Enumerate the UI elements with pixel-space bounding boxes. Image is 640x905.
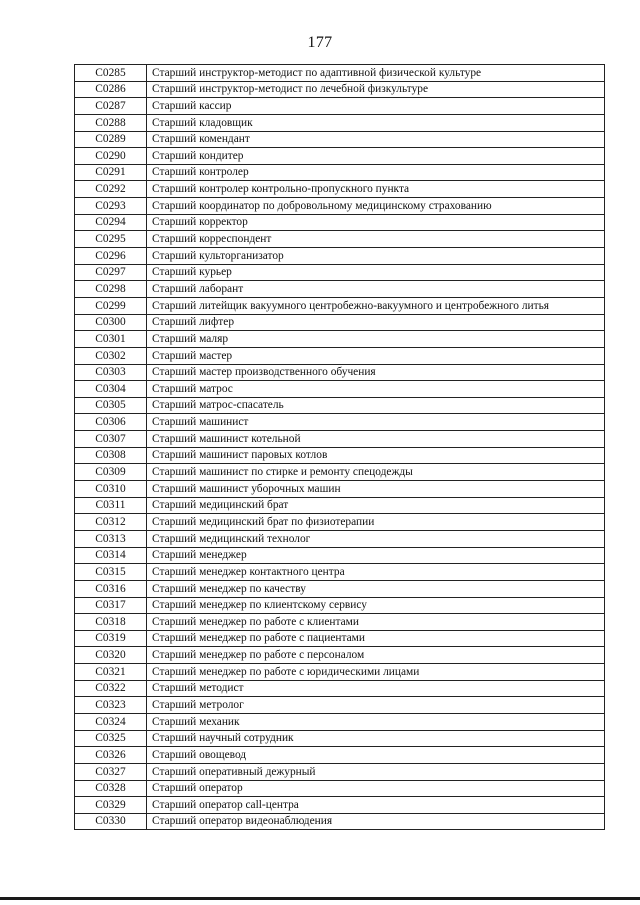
occupation-title: Старший кондитер xyxy=(147,148,605,165)
occupation-code: С0300 xyxy=(75,314,147,331)
table-row xyxy=(75,198,605,215)
occupation-title: Старший машинист уборочных машин xyxy=(147,481,605,498)
occupation-code: С0321 xyxy=(75,664,147,681)
table-row xyxy=(75,414,605,431)
occupation-code: С0294 xyxy=(75,214,147,231)
occupation-title: Старший медицинский брат по физиотерапии xyxy=(147,514,605,531)
occupation-title: Старший машинист котельной xyxy=(147,431,605,448)
occupation-code: С0291 xyxy=(75,164,147,181)
occupation-title: Старший овощевод xyxy=(147,747,605,764)
table-row xyxy=(75,98,605,115)
table-row xyxy=(75,597,605,614)
occupation-code: С0285 xyxy=(75,65,147,82)
table-body xyxy=(75,65,605,830)
occupation-code: С0325 xyxy=(75,730,147,747)
occupation-code: С0324 xyxy=(75,713,147,730)
table-row xyxy=(75,497,605,514)
table-row xyxy=(75,464,605,481)
table-row xyxy=(75,81,605,98)
occupation-title: Старший лифтер xyxy=(147,314,605,331)
table-row xyxy=(75,763,605,780)
occupation-code: С0295 xyxy=(75,231,147,248)
occupation-code: С0296 xyxy=(75,248,147,265)
table-row xyxy=(75,364,605,381)
occupation-title: Старший машинист xyxy=(147,414,605,431)
occupation-title: Старший менеджер по качеству xyxy=(147,580,605,597)
table-row xyxy=(75,281,605,298)
occupation-title: Старший оператор call-центра xyxy=(147,797,605,814)
occupation-code: С0290 xyxy=(75,148,147,165)
occupation-title: Старший менеджер по работе с пациентами xyxy=(147,630,605,647)
occupation-title: Старший литейщик вакуумного центробежно-вакуумного и центробежного литья xyxy=(147,297,605,314)
occupation-code: С0287 xyxy=(75,98,147,115)
occupation-code: С0310 xyxy=(75,481,147,498)
occupation-code: С0316 xyxy=(75,580,147,597)
occupation-code: С0318 xyxy=(75,614,147,631)
occupation-code: С0309 xyxy=(75,464,147,481)
table-row xyxy=(75,314,605,331)
occupation-code: С0315 xyxy=(75,564,147,581)
occupation-title: Старший оператор видеонаблюдения xyxy=(147,813,605,830)
occupation-title: Старший научный сотрудник xyxy=(147,730,605,747)
occupation-code: С0304 xyxy=(75,381,147,398)
table-row xyxy=(75,664,605,681)
table-row xyxy=(75,231,605,248)
table-row xyxy=(75,797,605,814)
table-row xyxy=(75,264,605,281)
occupation-title: Старший лаборант xyxy=(147,281,605,298)
occupation-code: С0327 xyxy=(75,763,147,780)
occupation-code: С0317 xyxy=(75,597,147,614)
occupation-code: С0311 xyxy=(75,497,147,514)
occupation-code: С0289 xyxy=(75,131,147,148)
occupation-title: Старший машинист паровых котлов xyxy=(147,447,605,464)
occupation-code: С0308 xyxy=(75,447,147,464)
occupation-code: С0302 xyxy=(75,347,147,364)
occupation-code: С0297 xyxy=(75,264,147,281)
occupation-code: С0298 xyxy=(75,281,147,298)
table-row xyxy=(75,697,605,714)
occupation-title: Старший механик xyxy=(147,713,605,730)
occupation-title: Старший машинист по стирке и ремонту спецодежды xyxy=(147,464,605,481)
occupation-code: С0286 xyxy=(75,81,147,98)
table-row xyxy=(75,614,605,631)
table-row xyxy=(75,547,605,564)
table-row xyxy=(75,780,605,797)
occupation-title: Старший оперативный дежурный xyxy=(147,763,605,780)
occupation-title: Старший методист xyxy=(147,680,605,697)
occupation-title: Старший матрос-спасатель xyxy=(147,397,605,414)
occupation-title: Старший медицинский брат xyxy=(147,497,605,514)
occupation-code: С0305 xyxy=(75,397,147,414)
occupation-title: Старший комендант xyxy=(147,131,605,148)
occupation-code: С0288 xyxy=(75,114,147,131)
table-row xyxy=(75,181,605,198)
table-row xyxy=(75,214,605,231)
table-row xyxy=(75,431,605,448)
occupation-title: Старший корректор xyxy=(147,214,605,231)
occupation-title: Старший медицинский технолог xyxy=(147,530,605,547)
occupation-title: Старший кассир xyxy=(147,98,605,115)
table-row xyxy=(75,713,605,730)
occupation-code: С0322 xyxy=(75,680,147,697)
occupation-code: С0326 xyxy=(75,747,147,764)
occupation-title: Старший менеджер по работе с персоналом xyxy=(147,647,605,664)
occupation-code: С0314 xyxy=(75,547,147,564)
occupation-code: С0312 xyxy=(75,514,147,531)
table-row xyxy=(75,647,605,664)
page-number: 177 xyxy=(307,34,333,51)
occupation-title: Старший контролер контрольно-пропускного пункта xyxy=(147,181,605,198)
occupation-title: Старший менеджер по клиентскому сервису xyxy=(147,597,605,614)
occupation-code: С0329 xyxy=(75,797,147,814)
table-row xyxy=(75,564,605,581)
occupation-code: С0301 xyxy=(75,331,147,348)
occupation-title: Старший инструктор-методист по адаптивной физической культуре xyxy=(147,65,605,82)
occupation-codes-table xyxy=(74,64,605,830)
occupation-title: Старший менеджер по работе с клиентами xyxy=(147,614,605,631)
occupation-title: Старший координатор по добровольному медицинскому страхованию xyxy=(147,198,605,215)
occupation-title: Старший матрос xyxy=(147,381,605,398)
table-row xyxy=(75,131,605,148)
table-row xyxy=(75,331,605,348)
table-row xyxy=(75,248,605,265)
table-row xyxy=(75,680,605,697)
table-row xyxy=(75,381,605,398)
occupation-title: Старший инструктор-методист по лечебной физкультуре xyxy=(147,81,605,98)
table-row xyxy=(75,530,605,547)
occupation-code: С0320 xyxy=(75,647,147,664)
occupation-code: С0293 xyxy=(75,198,147,215)
occupation-title: Старший курьер xyxy=(147,264,605,281)
table-row xyxy=(75,65,605,82)
table-row xyxy=(75,164,605,181)
occupation-title: Старший кладовщик xyxy=(147,114,605,131)
occupation-title: Старший мастер xyxy=(147,347,605,364)
table-row xyxy=(75,447,605,464)
occupation-title: Старший маляр xyxy=(147,331,605,348)
occupation-code: С0306 xyxy=(75,414,147,431)
occupation-code: С0307 xyxy=(75,431,147,448)
occupation-code: С0303 xyxy=(75,364,147,381)
occupation-code: С0299 xyxy=(75,297,147,314)
occupation-code: С0292 xyxy=(75,181,147,198)
occupation-code: С0328 xyxy=(75,780,147,797)
table-row xyxy=(75,397,605,414)
table-row xyxy=(75,630,605,647)
table-row xyxy=(75,481,605,498)
occupation-title: Старший менеджер по работе с юридическими лицами xyxy=(147,664,605,681)
occupation-code: С0319 xyxy=(75,630,147,647)
table-row xyxy=(75,813,605,830)
table-row xyxy=(75,347,605,364)
table-row xyxy=(75,514,605,531)
occupation-code: С0313 xyxy=(75,530,147,547)
occupation-title: Старший менеджер xyxy=(147,547,605,564)
occupation-title: Старший оператор xyxy=(147,780,605,797)
occupation-title: Старший контролер xyxy=(147,164,605,181)
occupation-code: С0330 xyxy=(75,813,147,830)
table-row xyxy=(75,114,605,131)
table-row xyxy=(75,747,605,764)
table-row xyxy=(75,580,605,597)
table-row xyxy=(75,297,605,314)
occupation-title: Старший корреспондент xyxy=(147,231,605,248)
table-row xyxy=(75,730,605,747)
occupation-title: Старший культорганизатор xyxy=(147,248,605,265)
occupation-title: Старший менеджер контактного центра xyxy=(147,564,605,581)
occupation-title: Старший метролог xyxy=(147,697,605,714)
occupation-code: С0323 xyxy=(75,697,147,714)
occupation-title: Старший мастер производственного обучения xyxy=(147,364,605,381)
scan-edge-divider xyxy=(0,897,640,900)
table-row xyxy=(75,148,605,165)
